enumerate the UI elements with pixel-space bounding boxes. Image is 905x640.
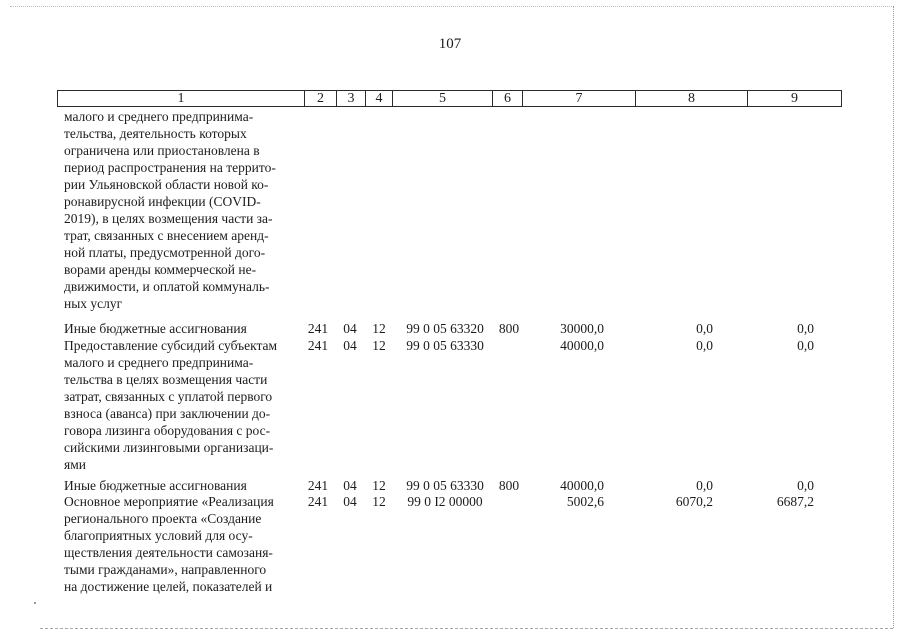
row-name-line: трат, связанных с внесением аренд- <box>64 228 269 243</box>
row-col-9: 6687,2 <box>776 494 814 509</box>
row-col-6: 800 <box>498 478 520 493</box>
row-col-4: 12 <box>372 321 386 336</box>
row-name-line: Иные бюджетные ассигнования <box>64 478 247 493</box>
row-col-4: 12 <box>372 494 386 509</box>
row-name-line: тельства, деятельность которых <box>64 126 247 141</box>
header-col-3: 3 <box>337 91 366 106</box>
row-name-cell <box>64 108 296 312</box>
row-name-cell <box>64 337 296 473</box>
header-col-7: 7 <box>523 91 636 106</box>
row-col-2: 241 <box>307 338 329 353</box>
header-col-5: 5 <box>393 91 493 106</box>
row-name-line: ных услуг <box>64 296 123 311</box>
header-col-1: 1 <box>58 91 305 106</box>
row-col-2: 241 <box>307 494 329 509</box>
row-name-line: Основное мероприятие «Реализация <box>64 494 274 509</box>
row-name-line: регионального проекта «Создание <box>64 511 262 526</box>
header-col-9: 9 <box>791 91 798 106</box>
page-number: 107 <box>438 36 462 52</box>
header-col-6: 6 <box>493 91 523 106</box>
row-col-4: 12 <box>372 338 386 353</box>
row-col-3: 04 <box>343 338 357 353</box>
row-name-cell <box>64 320 296 337</box>
header-col-8: 8 <box>636 91 748 106</box>
row-col-7: 40000,0 <box>560 338 604 353</box>
row-name-line: 2019), в целях возмещения части за- <box>64 211 273 226</box>
row-col-2: 241 <box>307 478 329 493</box>
row-col-8: 0,0 <box>696 478 713 493</box>
row-col-9: 0,0 <box>797 338 814 353</box>
row-col-7: 40000,0 <box>560 478 604 493</box>
row-col-8: 0,0 <box>696 338 713 353</box>
row-col-6: 800 <box>498 321 520 336</box>
row-col-5: 99 0 05 63320 <box>406 321 484 336</box>
row-col-5: 99 0 I2 00000 <box>407 494 483 509</box>
row-name-line: ронавирусной инфекции (COVID- <box>64 194 261 209</box>
row-name-line: ворами аренды коммерческой не- <box>64 262 257 277</box>
row-name-line: тельства в целях возмещения части <box>64 372 268 387</box>
row-name-line: тыми гражданами», направленного <box>64 562 267 577</box>
row-name-line: движимости, и оплатой коммуналь- <box>64 279 270 294</box>
row-col-3: 04 <box>343 321 357 336</box>
row-col-5: 99 0 05 63330 <box>406 338 484 353</box>
row-name-line: благоприятных условий для осу- <box>64 528 253 543</box>
row-name-cell <box>64 493 296 595</box>
row-name-line: ществления деятельности самозаня- <box>64 545 273 560</box>
row-col-7: 30000,0 <box>560 321 604 336</box>
row-name-line: ограничена или приостановлена в <box>64 143 260 158</box>
scan-speck <box>34 602 36 604</box>
row-name-cell <box>64 477 296 494</box>
header-col-4: 4 <box>366 91 393 106</box>
row-col-3: 04 <box>343 494 357 509</box>
row-col-9: 0,0 <box>797 478 814 493</box>
row-name-line: ями <box>64 457 86 472</box>
page-frame-bottom <box>40 628 893 629</box>
row-name-line: ной платы, предусмотренной дого- <box>64 245 266 260</box>
row-col-2: 241 <box>307 321 329 336</box>
row-name-line: малого и среднего предпринима- <box>64 355 254 370</box>
row-col-5: 99 0 05 63330 <box>406 478 484 493</box>
row-name-line: Иные бюджетные ассигнования <box>64 321 247 336</box>
row-col-4: 12 <box>372 478 386 493</box>
page-frame-top <box>10 6 894 7</box>
row-col-8: 0,0 <box>696 321 713 336</box>
row-name-line: на достижение целей, показателей и <box>64 579 273 594</box>
row-col-8: 6070,2 <box>675 494 713 509</box>
row-col-3: 04 <box>343 478 357 493</box>
page-frame-right <box>893 6 894 628</box>
row-col-9: 0,0 <box>797 321 814 336</box>
header-col-2: 2 <box>305 91 337 106</box>
row-name-line: малого и среднего предпринима- <box>64 109 254 124</box>
row-name-line: период распространения на террито- <box>64 160 276 175</box>
row-name-line: взноса (аванса) при заключении до- <box>64 406 271 421</box>
row-name-line: Предоставление субсидий субъектам <box>64 338 278 353</box>
row-name-line: затрат, связанных с уплатой первого <box>64 389 273 404</box>
row-name-line: рии Ульяновской области новой ко- <box>64 177 269 192</box>
table-header <box>57 90 842 107</box>
row-name-line: говора лизинга оборудования с рос- <box>64 423 271 438</box>
row-name-line: сийскими лизинговыми организаци- <box>64 440 274 455</box>
row-col-7: 5002,6 <box>566 494 604 509</box>
